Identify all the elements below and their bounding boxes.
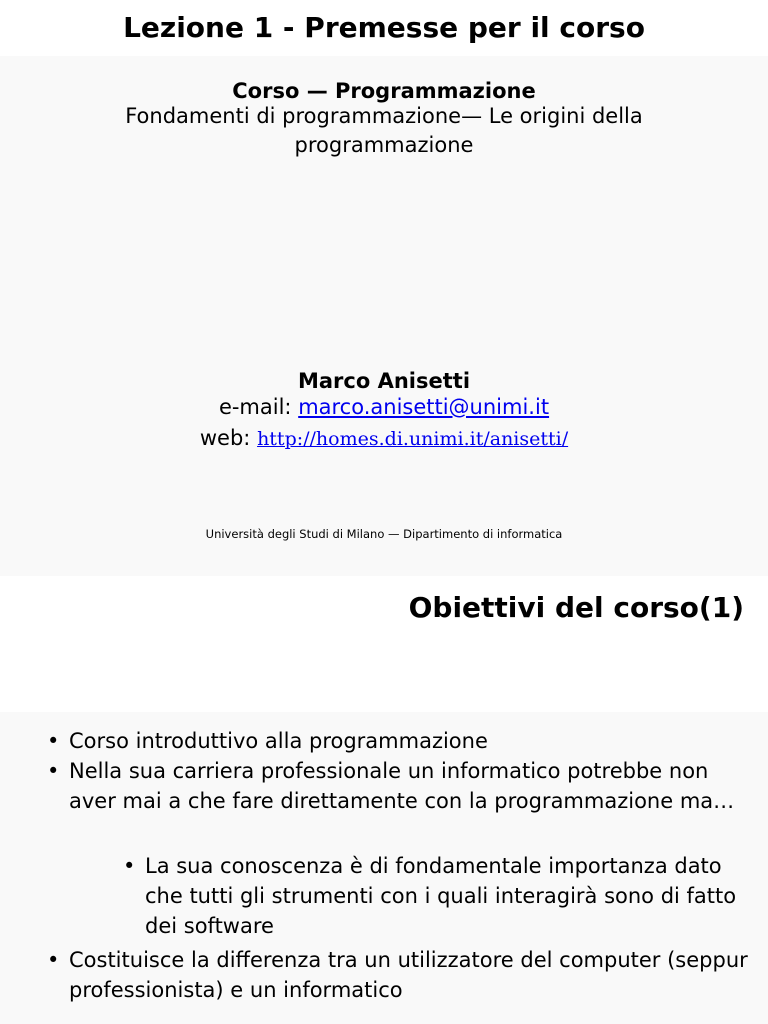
- bullet-icon: •: [47, 948, 60, 972]
- slide-1-body: [0, 56, 768, 576]
- list-item-text: Costituisce la differenza tra un utilizzatore del computer (seppur professionista) e un informatico: [69, 948, 748, 1002]
- bullet-list: [0, 712, 768, 1024]
- web-label: web:: [199, 426, 258, 450]
- web-line: [0, 424, 768, 453]
- web-link[interactable]: http://homes.di.unimi.it/anisetti/: [257, 428, 569, 450]
- list-item-text: La sua conoscenza è di fondamentale importanza dato che tutti gli strumenti con i quali interagirà sono di fatto dei software: [145, 854, 737, 938]
- email-link[interactable]: marco.anisetti@unimi.it: [298, 395, 550, 419]
- bullet-icon: •: [47, 759, 60, 783]
- email-label: e-mail:: [218, 395, 299, 419]
- course-heading: Corso — Programmazione: [232, 79, 536, 103]
- list-item: [123, 851, 745, 941]
- slide-1-title: Lezione 1 - Premesse per il corso: [0, 0, 768, 56]
- course-subtitle: Fondamenti di programmazione— Le origini della programmazione: [125, 104, 643, 157]
- bullet-icon: •: [47, 729, 60, 753]
- list-item: [47, 756, 759, 816]
- bullet-icon: •: [123, 854, 136, 878]
- slide-2-title: Obiettivi del corso(1): [408, 591, 744, 624]
- email-line: [0, 393, 768, 421]
- slide-2: [0, 576, 768, 1024]
- list-item-text: Corso introduttivo alla programmazione: [69, 729, 488, 753]
- list-item: [47, 726, 759, 756]
- list-item: [47, 945, 759, 1005]
- list-item-text: Nella sua carriera professionale un informatico potrebbe non aver mai a che fare direttamente con la programmazione ma…: [69, 759, 735, 813]
- author-name: Marco Anisetti: [297, 369, 471, 393]
- university-footer: Università degli Studi di Milano — Dipartimento di informatica: [205, 527, 563, 541]
